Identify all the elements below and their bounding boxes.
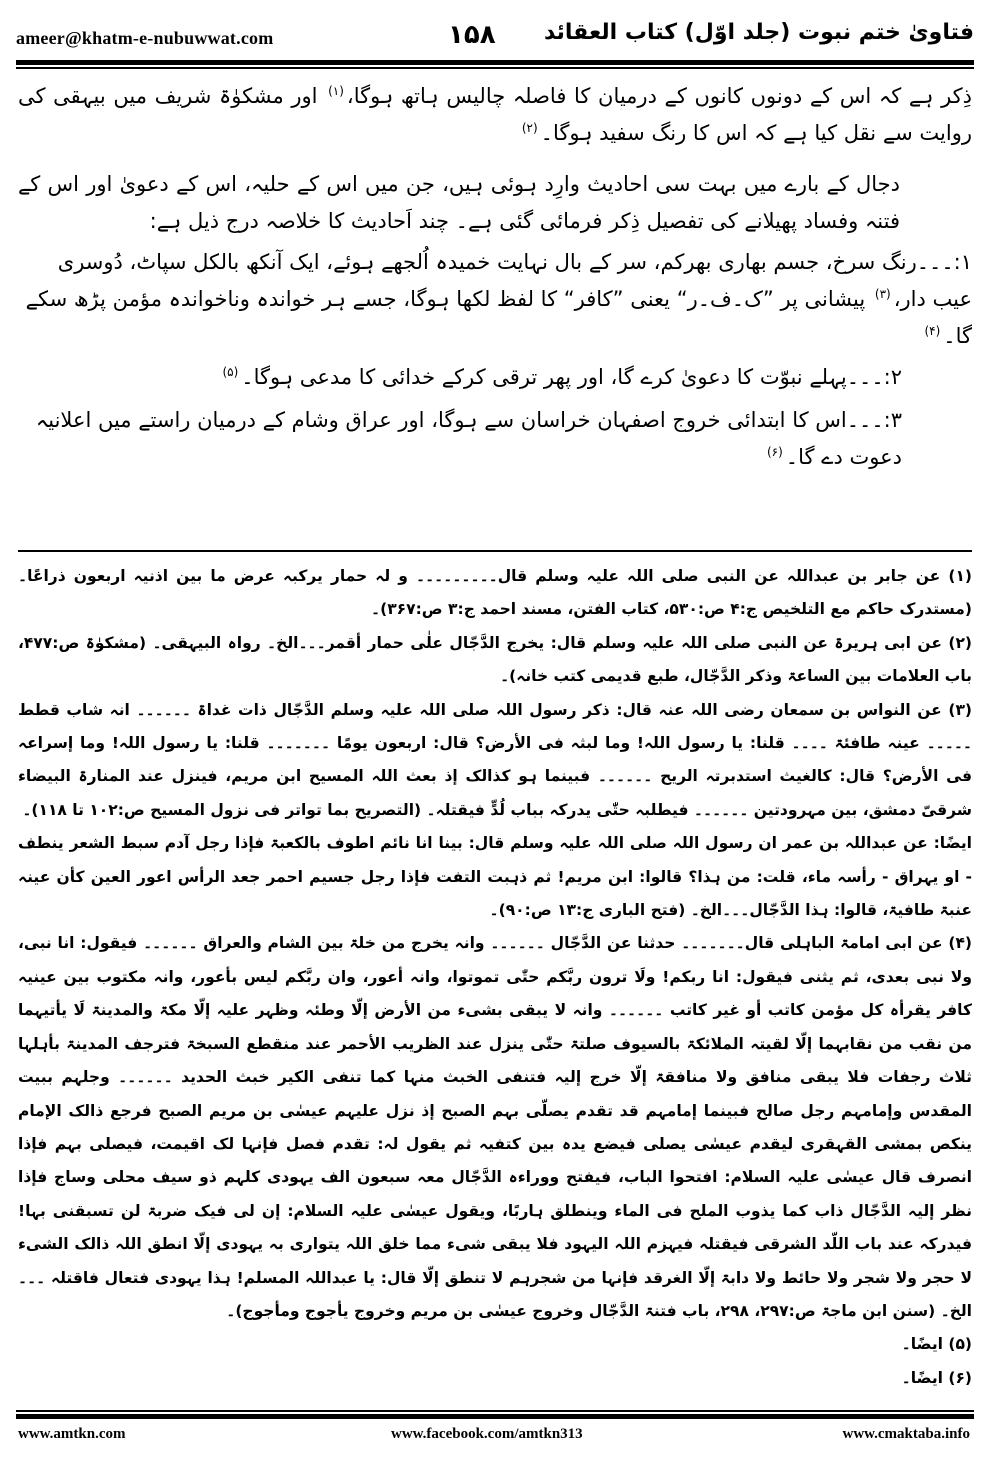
footer-double-rule: [16, 1410, 974, 1419]
header-double-rule: [16, 60, 974, 69]
footer-link-facebook[interactable]: www.facebook.com/amtkn313: [391, 1426, 583, 1442]
footnote-ref-3: (۳): [874, 287, 891, 301]
page-header: [16, 20, 974, 56]
footnote-ref-5: (۵): [222, 365, 239, 379]
list-item-3: [18, 402, 972, 476]
footer-link-amtkn[interactable]: www.amtkn.com: [18, 1426, 126, 1442]
footnote-separator: [18, 550, 972, 552]
main-text: [18, 78, 972, 476]
footnote-6: (۶) ایضًا۔: [901, 1368, 972, 1387]
footnote-2: (۲) عن ابی ہریرۃ عن النبی صلی اللہ علیہ وسلم قال: یخرج الدَّجّال علٰی حمار أقمر۔۔۔الخ۔ رواہ البیہقی۔ (مشکوٰۃ ص:۴۷۷، باب العلامات بین الساعۃ وذکر الدَّجّال، طبع قدیمی کتب خانہ)۔: [18, 633, 972, 686]
list-item-1-text-a: ۱:۔۔۔رنگ سرخ، جسم بھاری بھرکم، سر کے بال نہایت خمیدہ اُلجھے ہوئے، ایک آنکھ بالکل سپاٹ، دُوسری عیب دار،: [57, 250, 972, 311]
footnote-4: (۴) عن ابی امامۃ الباہلی قال۔۔۔۔۔۔۔ حدثنا عن الدَّجّال ۔۔۔۔۔۔ وانہ یخرج من خلۃ بین الشام والعراق ۔۔۔۔۔۔ فیقول: انا نبی، ولا نبی بعدی، ثم یثنی فیقول: انا ربکم! ولَا ترون ربَّکم حتّٰی تموتوا، وانہ أعور، وان ربَّکم لیس بأعور، وانہ مکتوب بین عینیہ کافر یقرأہ کل مؤمن کاتب أو غیر کاتب ۔۔۔۔۔۔ وانہ لا یبقی بشیء من الأرض إلّا وطئہ وظہر علیہ إلّا مکۃ والمدینۃ لَا یأتیہما من نقب من نقابہما إلّا لقیتہ الملائکۃ بالسیوف صلتۃ حتّٰی ینزل عند الظریب الأحمر عند منقطع السبخۃ فترجف المدینۃ بأہلہا ثلاث رجفات فلا یبقی منافق ولا منافقۃ إلّا خرج إلیہ فتنفی الخبث منہا کما تنفی الکیر خبث الحدید ۔۔۔۔۔۔ وجلہم ببیت المقدس وإمامہم رجل صالح فبینما إمامہم قد تقدم یصلّی بہم الصبح إذ نزل علیہم عیسٰی بن مریم الصبح فرجع ذالک الإمام ینکص بمشی القہقری لیقدم عیسٰی یصلی فیضع یدہ بین کتفیہ ثم یقول لہ: تقدم فصل فإنہا لک اقیمت، فیصلی بہم فإذا انصرف قال عیسٰی علیہ السلام: افتحوا الباب، فیفتح ووراءہ الدَّجّال معہ سبعون الف یہودی کلہم ذو سیف محلی وساج فإذا نظر إلیہ الدَّجّال ذاب کما یذوب الملح فی الماء وینطلق ہاربًا، ویقول عیسٰی علیہ السلام: إن لی فیک ضربۃ لن تسبقنی بہا! فیدرکہ عند باب اللّد الشرقی فیقتلہ فیہزم اللہ الیہود فلا یبقی شیء مما خلق اللہ یتواری بہ یہودی إلّا انطق اللہ ذالک الشیء لا حجر ولا شجر ولا حائط ولا دابۃ إلّا الغرقد فإنہا من شجرہم لا تنطق إلّا قال: یا عبداللہ المسلم! ہذا یہودی فتعال فاقتلہ ۔۔۔الخ۔ (سنن ابن ماجۃ ص:۲۹۷، ۲۹۸، باب فتنۃ الدَّجّال وخروج عیسٰی بن مریم وخروج یأجوج ومأجوج)۔: [18, 934, 972, 1320]
list-item-1: [18, 244, 972, 355]
footnote-ref-4: (۴): [924, 324, 941, 338]
list-item-1-text-b: پیشانی پر ”ک۔ف۔ر“ یعنی ”کافر“ کا لفظ لکھا ہوگا، جسے ہر خواندہ وناخواندہ مؤمن پڑھ سکے گا۔: [25, 287, 972, 348]
page-number: ۱۵۸: [448, 20, 496, 50]
book-title: فتاویٰ ختم نبوت (جلد اوّل) کتاب العقائد: [543, 20, 974, 45]
footnotes: [18, 560, 972, 1395]
footnote-3-continuation: ایضًا: عن عبداللہ بن عمر ان رسول اللہ صلی اللہ علیہ وسلم قال: بینا انا نائم اطوف بالکعبۃ فإذا رجل آدم سبط الشعر ینطف - او یہراق - رأسہ ماء، قلت: من ہذا؟ قالوا: ابن مریم! ثم ذہبت التفت فإذا رجل جسیم احمر جعد الرأس اعور العین کأن عینہ عنبۃ طافیۃ، قالوا: ہذا الدَّجّال۔۔۔الخ۔ (فتح الباری ج:۱۳ ص:۹۰)۔: [18, 834, 972, 920]
footnote-3: (۳) عن النواس بن سمعان رضی اللہ عنہ قال: ذکر رسول اللہ صلی اللہ علیہ وسلم الدَّجّال ذات غداۃ ۔۔۔۔۔۔ انہ شاب قطط ۔۔۔۔۔ عینہ طافئۃ ۔۔۔۔ قلنا: یا رسول اللہ! وما لبثہ فی الأرض؟ قال: اربعون یومًا ۔۔۔۔۔۔۔ قلنا: یا رسول اللہ! وما إسراعہ فی الأرض؟ قال: کالغیث استدبرتہ الریح ۔۔۔۔۔۔ فبینما ہو کذالک إذ بعث اللہ المسیح ابن مریم، فینزل عند المنارۃ البیضاء شرقیّ دمشق، بین مہرودتین ۔۔۔۔۔۔ فیطلبہ حتّٰی یدرکہ بباب لُدٍّ فیقتلہ۔ (التصریح بما تواتر فی نزول المسیح ص:۱۰۲ تا ۱۱۸)۔: [18, 700, 972, 819]
paragraph-1: [18, 78, 972, 152]
page-footer: [16, 1426, 974, 1450]
paragraph-1-text-a: ذِکر ہے کہ اس کے دونوں کانوں کے درمیان کا فاصلہ چالیس ہاتھ ہوگا،: [346, 84, 973, 108]
footnote-5: (۵) ایضًا۔: [901, 1335, 972, 1354]
list-item-2-text: ۲:۔۔۔پہلے نبوّت کا دعویٰ کرے گا، اور پھر ترقی کرکے خدائی کا مدعی ہوگا۔: [241, 365, 902, 389]
list-item-2: [18, 359, 972, 396]
list-item-3-text: ۳:۔۔۔اس کا ابتدائی خروج اصفہان خراسان سے ہوگا، اور عراق وشام کے درمیان راستے میں اعلانیہ دعوت دے گا۔: [35, 408, 902, 469]
paragraph-2: [18, 166, 972, 240]
paragraph-2-text: دجال کے بارے میں بہت سی احادیث وارِد ہوئی ہیں، جن میں اس کے حلیہ، اس کے دعویٰ اور اس کے فتنہ وفساد پھیلانے کی تفصیل ذِکر فرمائی گئی ہے۔ چند اَحادیث کا خلاصہ درج ذیل ہے:: [18, 172, 900, 233]
footnote-ref-1: (۱): [328, 84, 344, 98]
footnote-1: (۱) عن جابر بن عبداللہ عن النبی صلی اللہ علیہ وسلم قال۔۔۔۔۔۔۔۔۔ و لہ حمار یرکبہ عرض ما بین اذنیہ اربعون ذراعًا۔ (مستدرک حاکم مع التلخیص ج:۴ ص:۵۳۰، کتاب الفتن، مسند احمد ج:۳ ص:۳۶۷)۔: [18, 567, 972, 619]
paragraph-1-text-b: اور مشکوٰۃ شریف میں بیہقی کی روایت سے نقل کیا ہے کہ اس کا رنگ سفید ہوگا۔: [18, 84, 972, 145]
footer-link-cmaktaba[interactable]: www.cmaktaba.info: [842, 1426, 970, 1442]
header-email: ameer@khatm-e-nubuwwat.com: [16, 28, 274, 48]
footnote-ref-2: (۲): [521, 121, 538, 135]
footnote-ref-6: (۶): [766, 445, 783, 459]
